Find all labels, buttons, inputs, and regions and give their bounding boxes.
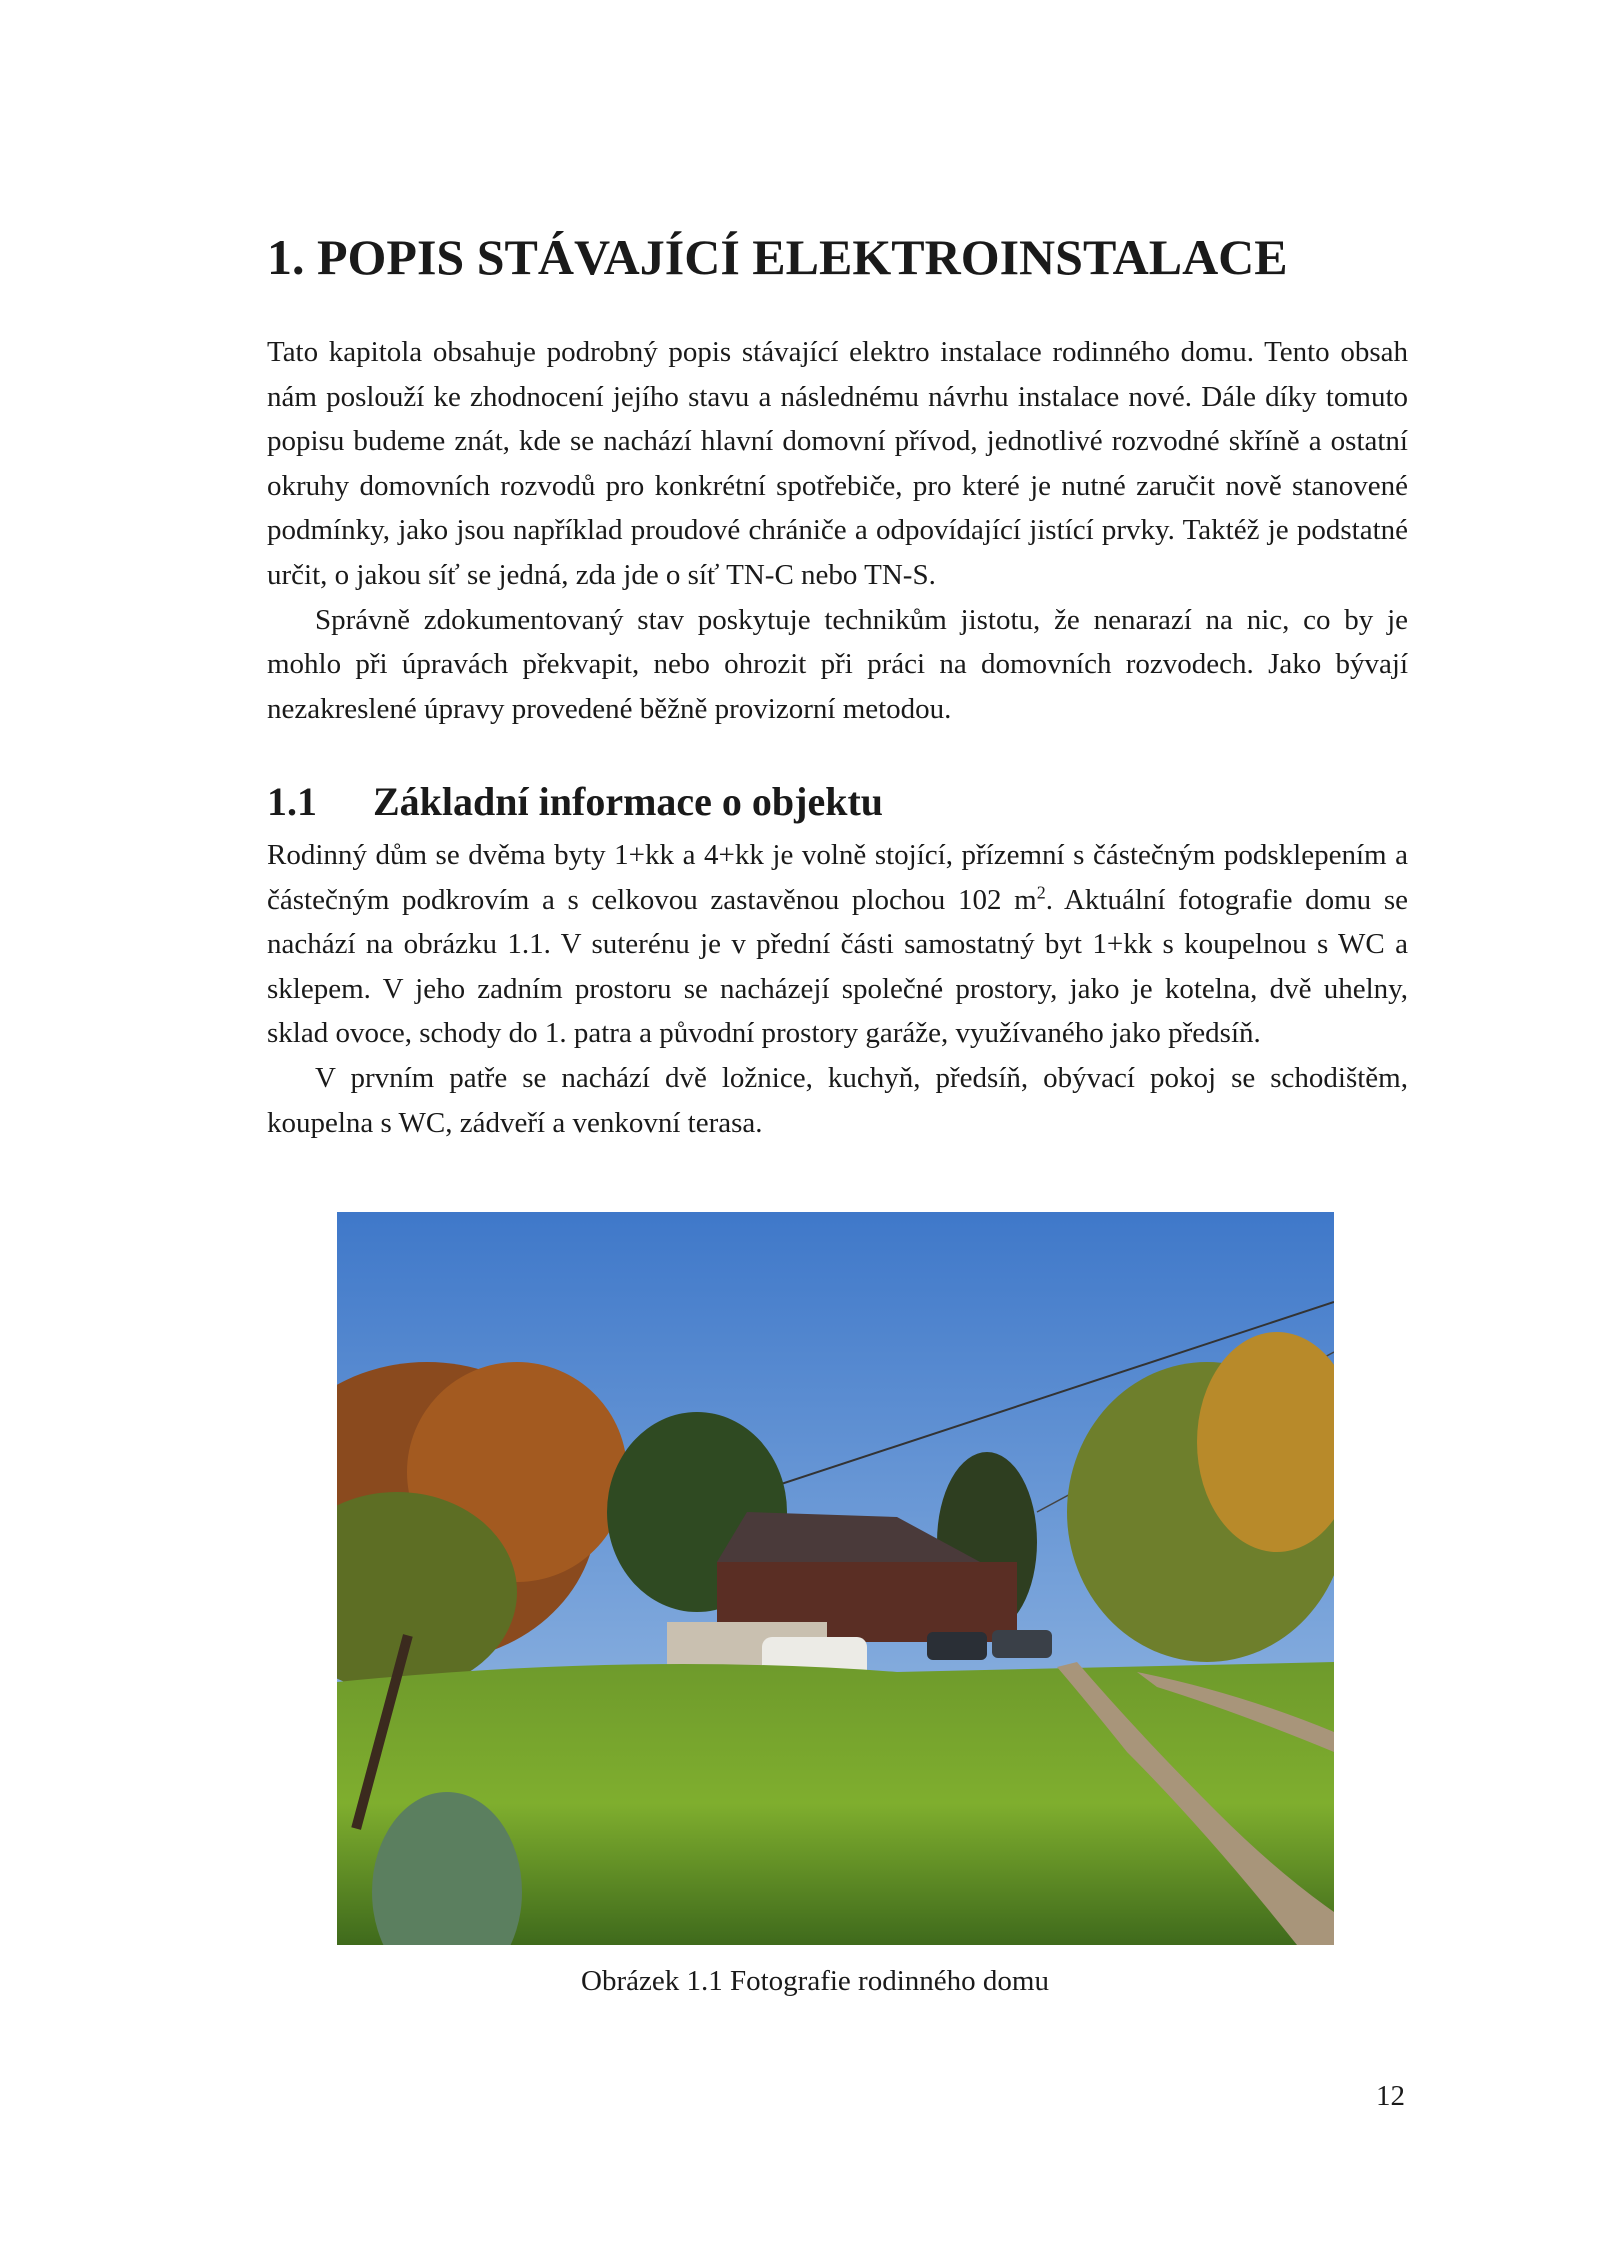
figure-caption: Obrázek 1.1 Fotografie rodinného domu: [581, 1965, 1049, 1997]
paragraph-text: . Aktuální fotografie domu se nachází na obrázku 1.1. V suterénu je v přední části samostatný byt 1+kk s koupelnou s WC a sklepem. V jeho zadním prostoru se nacházejí společné prostory, jako je kotelna, dvě uhelny, sklad ovoce, schody do 1. patra a původní prostory garáže, využívaného jako předsíň.: [267, 883, 1408, 1050]
section-heading: [267, 778, 883, 825]
chapter-title: 1. POPIS STÁVAJÍCÍ ELEKTROINSTALACE: [267, 229, 1288, 285]
intro-paragraph-1: Tato kapitola obsahuje podrobný popis stávající elektro instalace rodinného domu. Tento obsah nám poslouží ke zhodnocení jejího stavu a následnému návrhu instalace nové. Dále díky tomuto popisu budeme znát, kde se nachází hlavní domovní přívod, jednotlivé rozvodné skříně a ostatní okruhy domovních rozvodů pro konkrétní spotřebiče, pro které je nutné zaručit nově stanovené podmínky, jako jsou například proudové chrániče a odpovídající jistící prvky. Taktéž je podstatné určit, o jakou síť se jedná, zda jde o síť TN-C nebo TN-S.: [267, 336, 1408, 591]
section-paragraph-1: [267, 833, 1408, 1056]
section-paragraph-2: V prvním patře se nachází dvě ložnice, kuchyň, předsíň, obývací pokoj se schodištěm, koupelna s WC, zádveří a venkovní terasa.: [267, 1061, 1408, 1139]
house-photo: [337, 1212, 1334, 1945]
superscript: 2: [1036, 881, 1046, 902]
intro-paragraph-2: Správně zdokumentovaný stav poskytuje technikům jistotu, že nenarazí na nic, co by je mohlo při úpravách překvapit, nebo ohrozit při práci na domovních rozvodech. Jako bývají nezakreslené úpravy provedené běžně provizorní metodou.: [267, 603, 1408, 725]
section-number: 1.1: [267, 779, 317, 824]
intro-text: [267, 330, 1408, 731]
page-number: 12: [1376, 2080, 1405, 2112]
section-text: [267, 833, 1408, 1145]
paragraph-text: Rodinný dům se dvěma byty 1+kk a 4+kk je volně stojící, přízemní s částečným podsklepením a částečným podkrovím a s celkovou zastavěnou plochou 102 m: [267, 839, 1408, 916]
section-title: Základní informace o objektu: [373, 779, 884, 824]
